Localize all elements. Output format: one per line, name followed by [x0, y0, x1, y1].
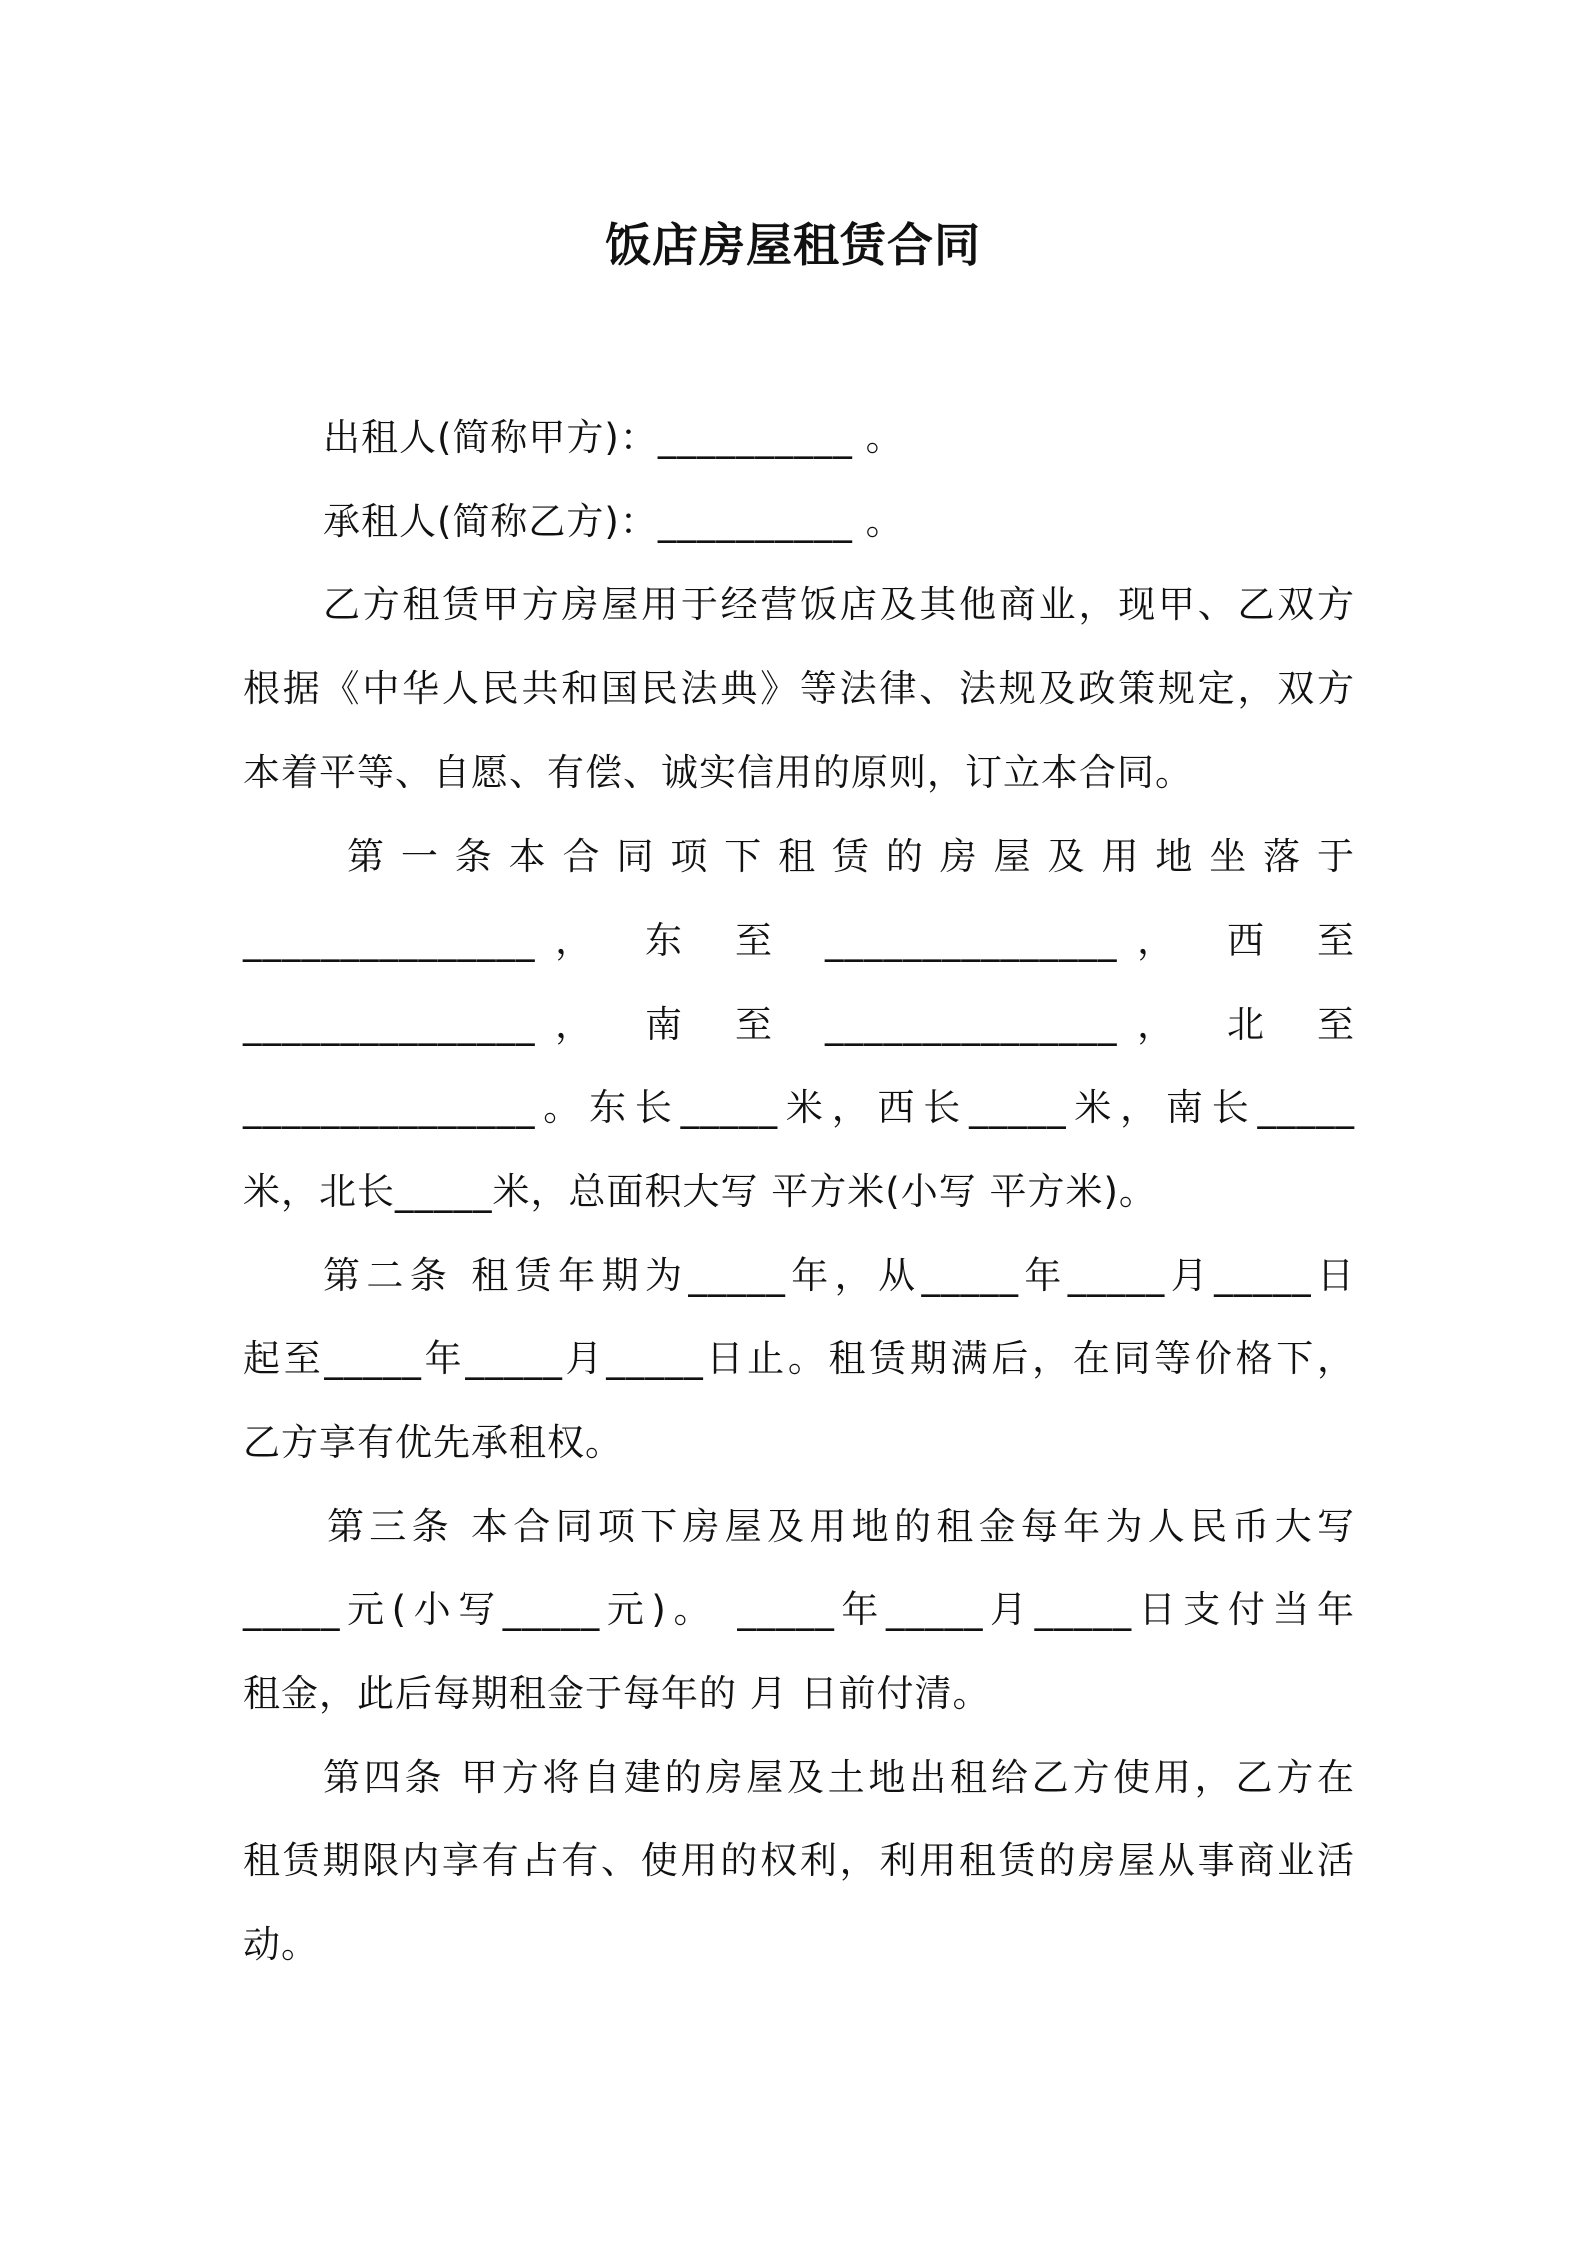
article-1-line-1: 第 一 条 本 合 同 项 下 租 赁 的 房 屋 及 用 地 坐 落 于 [347, 835, 1355, 878]
article-1-line-4: _______________。东长_____米，西长_____米，南长_____ [243, 1086, 1355, 1129]
lessor-line: 出租人(简称甲方)：__________ 。 [323, 416, 904, 459]
article-3-line-2: _____元(小写_____元)。 _____年_____月_____日支付当年 [243, 1588, 1355, 1631]
article-1-line-5: 米，北长_____米，总面积大写 平方米(小写 平方米)。 [243, 1170, 1157, 1213]
lessee-line: 承租人(简称乙方)：__________ 。 [323, 500, 904, 543]
article-4-line-1: 第四条 甲方将自建的房屋及土地出租给乙方使用，乙方在 [323, 1756, 1355, 1799]
article-4-line-3: 动。 [243, 1923, 319, 1966]
intro-line-2: 根据《中华人民共和国民法典》等法律、法规及政策规定，双方 [243, 667, 1355, 710]
intro-line-3: 本着平等、自愿、有偿、诚实信用的原则，订立本合同。 [243, 751, 1193, 794]
article-3-line-1: 第三条 本合同项下房屋及用地的租金每年为人民币大写 [327, 1505, 1355, 1548]
article-4-line-2: 租赁期限内享有占有、使用的权利，利用租赁的房屋从事商业活 [243, 1839, 1355, 1882]
document-title: 饭店房屋租赁合同 [605, 218, 981, 272]
article-3-line-3: 租金，此后每期租金于每年的 月 日前付清。 [243, 1672, 991, 1715]
article-1-line-2: _______________， 东 至 _______________， 西 至 [243, 919, 1355, 962]
intro-line-1: 乙方租赁甲方房屋用于经营饭店及其他商业，现甲、乙双方 [323, 583, 1355, 626]
article-2-line-2: 起至_____年_____月_____日止。租赁期满后，在同等价格下， [243, 1337, 1355, 1380]
article-2-line-1: 第二条 租赁年期为_____年，从_____年_____月_____日 [323, 1254, 1355, 1297]
article-2-line-3: 乙方享有优先承租权。 [243, 1421, 623, 1464]
article-1-line-3: _______________， 南 至 _______________， 北 至 [243, 1003, 1355, 1046]
